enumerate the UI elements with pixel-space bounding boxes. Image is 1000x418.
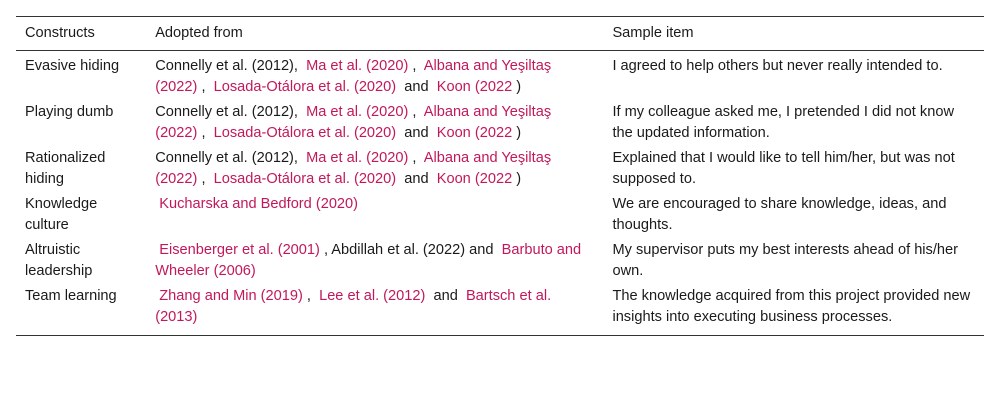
citation-text: , [408, 150, 424, 166]
citation-text: , [197, 125, 214, 141]
table-row [16, 100, 984, 146]
reference-link[interactable]: Ma et al. (2020) [306, 150, 409, 166]
table-row [16, 192, 984, 238]
citation-text: Connelly et al. (2012), [155, 150, 307, 166]
construct-cell: Evasive hiding [25, 58, 120, 74]
reference-link[interactable]: Lee et al. (2012) [319, 288, 426, 304]
reference-link[interactable]: Losada-Otálora et al. (2020) [213, 125, 397, 141]
table-row [16, 284, 984, 336]
sample-item-cell: I agreed to help others but never really intended to. [612, 58, 943, 74]
table-row [16, 51, 984, 101]
constructs-table [16, 16, 984, 336]
table-body [16, 51, 984, 336]
construct-cell: Altruistic leadership [25, 242, 93, 279]
table-row [16, 238, 984, 284]
citation-text: , [197, 171, 214, 187]
citation-text: , [197, 79, 214, 95]
reference-link[interactable]: Kucharska and Bedford (2020) [159, 196, 359, 212]
header-sample-item: Sample item [612, 25, 694, 41]
construct-cell: Rationalized hiding [25, 150, 106, 187]
citation-text: , [408, 58, 424, 74]
citation-text: and [396, 79, 437, 95]
sample-item-cell: My supervisor puts my best interests ahead of his/her own. [612, 242, 958, 279]
citation-text: , [302, 288, 320, 304]
citation-text: Connelly et al. (2012), [155, 104, 307, 120]
citation-text: ) [512, 79, 522, 95]
adopted-from-cell [146, 284, 603, 336]
adopted-from-cell [146, 192, 603, 238]
citation-text: ) [512, 125, 522, 141]
citation-text: and [396, 125, 437, 141]
sample-item-cell: The knowledge acquired from this project provided new insights into executing business processes. [612, 288, 971, 325]
adopted-from-cell [146, 51, 603, 101]
adopted-from-cell [146, 100, 603, 146]
reference-link[interactable]: Barbuto and Wheeler (2006) [155, 242, 586, 279]
adopted-from-cell [146, 146, 603, 192]
reference-link[interactable]: Eisenberger et al. (2001) [159, 242, 320, 258]
reference-link[interactable]: Bartsch et al. (2013) [155, 288, 556, 325]
reference-link[interactable]: Ma et al. (2020) [306, 58, 409, 74]
sample-item-cell: Explained that I would like to tell him/her, but was not supposed to. [612, 150, 955, 187]
reference-link[interactable]: Albana and Yeşiltaş (2022) [155, 150, 556, 187]
table-header [16, 17, 984, 51]
sample-item-cell: We are encouraged to share knowledge, ideas, and thoughts. [612, 196, 947, 233]
reference-link[interactable]: Koon (2022 [436, 79, 513, 95]
sample-item-cell: If my colleague asked me, I pretended I did not know the updated information. [612, 104, 954, 141]
citation-text: Connelly et al. (2012), [155, 58, 307, 74]
construct-cell: Playing dumb [25, 104, 114, 120]
header-row [16, 17, 984, 51]
reference-link[interactable]: Ma et al. (2020) [306, 104, 409, 120]
reference-link[interactable]: Zhang and Min (2019) [159, 288, 303, 304]
adopted-from-cell [146, 238, 603, 284]
citation-text: ) [512, 171, 522, 187]
header-adopted-from: Adopted from [155, 25, 243, 41]
citation-text: , [408, 104, 424, 120]
construct-cell: Knowledge culture [25, 196, 98, 233]
citation-text: , Abdillah et al. (2022) and [319, 242, 502, 258]
reference-link[interactable]: Albana and Yeşiltaş (2022) [155, 58, 556, 95]
construct-cell: Team learning [25, 288, 117, 304]
header-constructs: Constructs [25, 25, 95, 41]
table-row [16, 146, 984, 192]
reference-link[interactable]: Losada-Otálora et al. (2020) [213, 171, 397, 187]
reference-link[interactable]: Losada-Otálora et al. (2020) [213, 79, 397, 95]
citation-text: and [425, 288, 466, 304]
reference-link[interactable]: Koon (2022 [436, 171, 513, 187]
reference-link[interactable]: Albana and Yeşiltaş (2022) [155, 104, 556, 141]
reference-link[interactable]: Koon (2022 [436, 125, 513, 141]
citation-text: and [396, 171, 437, 187]
